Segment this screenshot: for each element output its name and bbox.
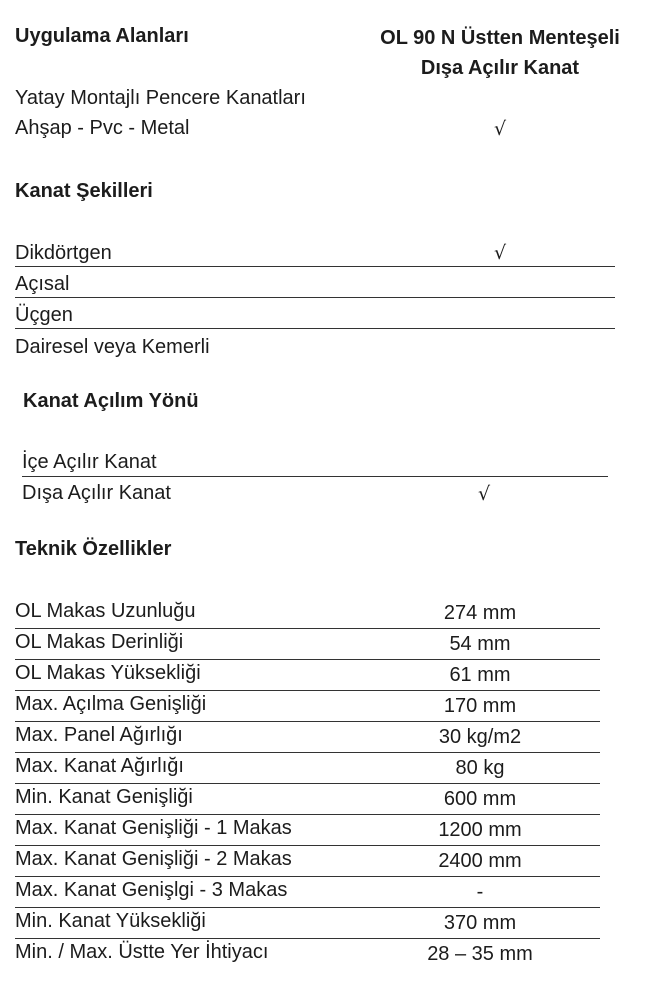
spec-value: 1200 mm [438, 819, 522, 841]
direction-label: İçe Açılır Kanat [22, 451, 157, 473]
row-divider [15, 938, 600, 939]
shape-check-icon: √ [493, 242, 507, 264]
application-line1: Yatay Montajlı Pencere Kanatları [15, 87, 306, 109]
shape-label: Dikdörtgen [15, 242, 112, 264]
row-divider [15, 845, 600, 846]
spec-label: OL Makas Derinliği [15, 631, 184, 653]
shape-label: Üçgen [15, 304, 73, 326]
spec-value: 61 mm [449, 664, 511, 686]
row-divider [15, 814, 600, 815]
spec-label: Min. Kanat Yüksekliği [15, 910, 206, 932]
spec-label: Max. Kanat Ağırlığı [15, 755, 184, 777]
spec-label: Min. / Max. Üstte Yer İhtiyacı [15, 941, 269, 963]
row-divider [15, 659, 600, 660]
spec-label: Max. Açılma Genişliği [15, 693, 207, 715]
spec-value: 54 mm [449, 633, 511, 655]
shape-label: Dairesel veya Kemerli [15, 336, 210, 358]
row-divider [15, 876, 600, 877]
spec-label: Max. Kanat Genişliği - 1 Makas [15, 817, 292, 839]
spec-label: Min. Kanat Genişliği [15, 786, 193, 808]
spec-label: Max. Kanat Genişliği - 2 Makas [15, 848, 292, 870]
spec-value: 370 mm [443, 912, 517, 934]
row-divider [15, 783, 600, 784]
product-title-line1: OL 90 N Üstten Menteşeli [380, 27, 620, 49]
direction-title: Kanat Açılım Yönü [23, 390, 199, 412]
direction-label: Dışa Açılır Kanat [22, 482, 171, 504]
spec-value: - [476, 881, 484, 903]
row-divider [15, 752, 600, 753]
application-areas-title: Uygulama Alanları [15, 25, 189, 47]
row-divider [22, 476, 608, 477]
spec-label: Max. Panel Ağırlığı [15, 724, 183, 746]
shapes-title: Kanat Şekilleri [15, 180, 153, 202]
application-line2: Ahşap - Pvc - Metal [15, 117, 190, 139]
spec-label: OL Makas Yüksekliği [15, 662, 201, 684]
row-divider [15, 690, 600, 691]
spec-value: 28 – 35 mm [427, 943, 533, 965]
spec-value: 30 kg/m2 [438, 726, 522, 748]
spec-label: OL Makas Uzunluğu [15, 600, 196, 622]
spec-value: 2400 mm [438, 850, 522, 872]
row-divider [15, 628, 600, 629]
spec-value: 170 mm [443, 695, 517, 717]
specs-title: Teknik Özellikler [15, 538, 172, 560]
direction-check-icon: √ [477, 483, 491, 505]
application-check-icon: √ [493, 118, 507, 140]
spec-value: 80 kg [455, 757, 505, 779]
row-divider [15, 328, 615, 329]
row-divider [15, 721, 600, 722]
shape-label: Açısal [15, 273, 70, 295]
spec-label: Max. Kanat Genişlgi - 3 Makas [15, 879, 288, 901]
row-divider [15, 297, 615, 298]
spec-value: 274 mm [443, 602, 517, 624]
product-title-line2: Dışa Açılır Kanat [420, 57, 580, 79]
row-divider [15, 907, 600, 908]
row-divider [15, 266, 615, 267]
spec-value: 600 mm [443, 788, 517, 810]
